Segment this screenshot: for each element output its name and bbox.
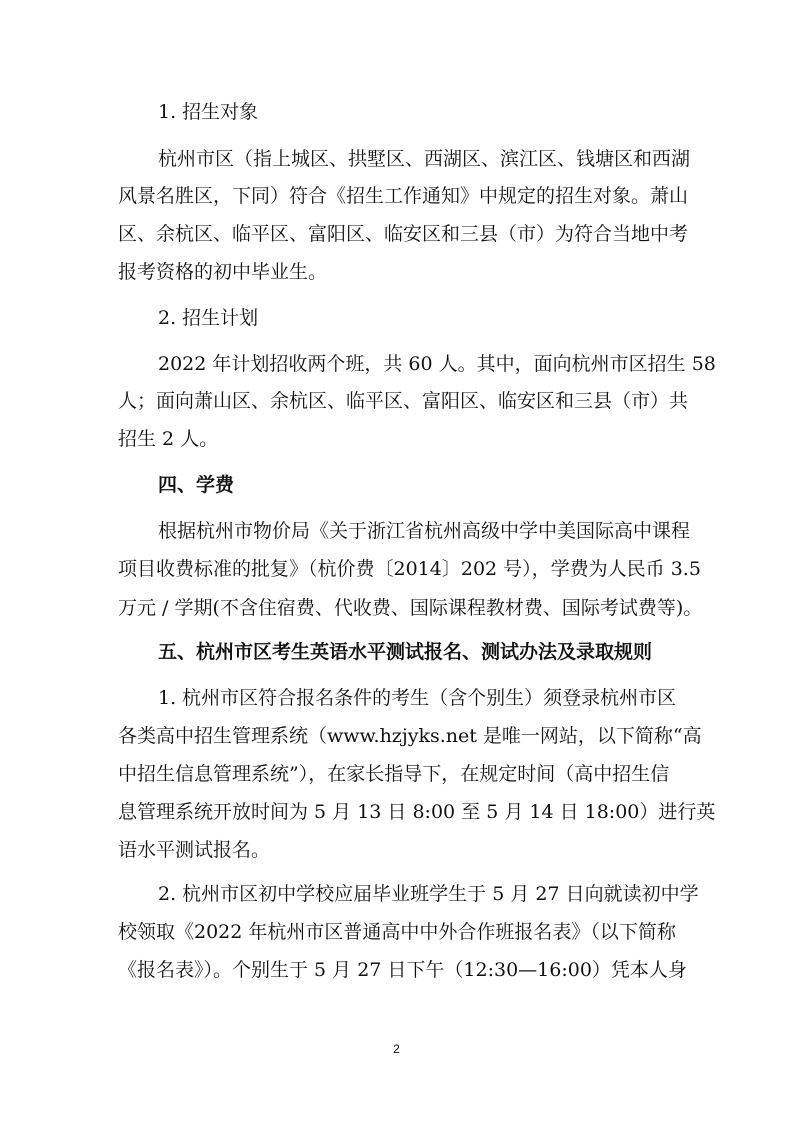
paragraph-line: 校领取《2022 年杭州市区普通高中中外合作班报名表》（以下简称 bbox=[118, 921, 676, 943]
section-2-heading: 2. 招生计划 bbox=[158, 307, 259, 329]
section-1-heading: 1. 招生对象 bbox=[158, 101, 259, 123]
paragraph-line: 中招生信息管理系统”），在家长指导下，在规定时间（高中招生信 bbox=[118, 763, 670, 785]
paragraph-line: 人；面向萧山区、余杭区、临平区、富阳区、临安区和三县（市）共 bbox=[118, 390, 689, 412]
paragraph-line: 1. 杭州市区符合报名条件的考生（含个别生）须登录杭州市区 bbox=[158, 687, 677, 709]
paragraph-line: 风景名胜区，下同）符合《招生工作通知》中规定的招生对象。萧山 bbox=[118, 185, 689, 207]
paragraph-line: 息管理系统开放时间为 5 月 13 日 8:00 至 5 月 14 日 18:00）进行英 bbox=[118, 801, 716, 823]
paragraph-line: 招生 2 人。 bbox=[118, 428, 219, 450]
paragraph-line: 报考资格的初中毕业生。 bbox=[118, 261, 328, 283]
paragraph-line: 各类高中招生管理系统（www.hzjyks.net 是唯一网站，以下简称“高 bbox=[118, 725, 702, 747]
paragraph-line: 语水平测试报名。 bbox=[118, 839, 271, 861]
paragraph-line: 《报名表》）。个别生于 5 月 27 日下午（12:30—16:00）凭本人身 bbox=[118, 959, 687, 981]
heading-tuition: 四、学费 bbox=[158, 474, 235, 496]
paragraph-line: 万元 / 学期(不含住宿费、代收费、国际课程教材费、国际考试费等)。 bbox=[118, 597, 703, 619]
paragraph-line: 区、余杭区、临平区、富阳区、临安区和三县（市）为符合当地中考 bbox=[118, 223, 689, 245]
paragraph-line: 2. 杭州市区初中学校应届毕业班学生于 5 月 27 日向就读初中学 bbox=[158, 883, 699, 905]
paragraph-line: 杭州市区（指上城区、拱墅区、西湖区、滨江区、钱塘区和西湖 bbox=[158, 148, 691, 170]
paragraph-line: 项目收费标准的批复》（杭价费〔2014〕202 号），学费为人民币 3.5 bbox=[118, 558, 701, 580]
paragraph-line: 2022 年计划招收两个班，共 60 人。其中，面向杭州市区招生 58 bbox=[158, 353, 716, 375]
heading-english-test: 五、杭州市区考生英语水平测试报名、测试办法及录取规则 bbox=[158, 641, 653, 663]
paragraph-line: 根据杭州市物价局《关于浙江省杭州高级中学中美国际高中课程 bbox=[158, 520, 691, 542]
page-number: 2 bbox=[393, 1042, 400, 1056]
